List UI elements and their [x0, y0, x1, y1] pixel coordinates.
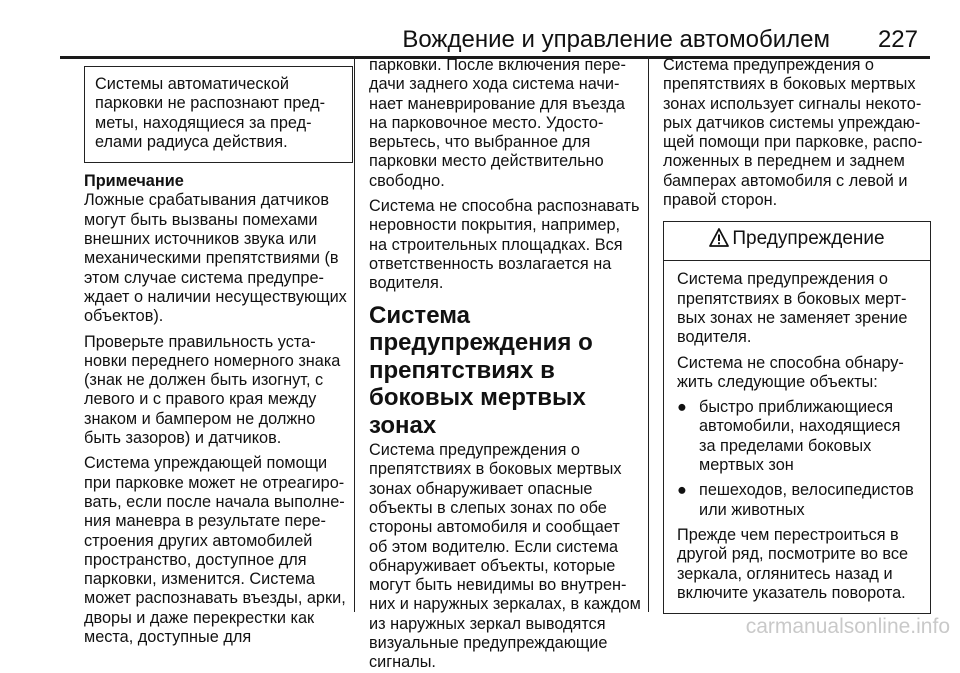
header-title: Вождение и управление автомобилем	[402, 26, 830, 53]
paragraph: Система упреждающей помощи при парковке может не отреагировать, если после начала выполнения маневра в результате перестроения других автомобилей пространство, доступное для парковки, изменится. Система может распознавать въезды, арки, дворы и даже перекрестки как места, доступные для	[84, 454, 346, 647]
paragraph: Прежде чем перестроиться в другой ряд, посмотрите во все зеркала, оглянитесь назад и включите указатель поворота.	[677, 525, 909, 602]
section-heading: Система предупреждения о препятствиях в боковых мертвых зонах	[369, 301, 593, 439]
note-heading: Примечание	[84, 172, 184, 191]
paragraph: Система не способна распознавать неровности покрытия, например, на строительных площадках. Вся ответственность возлагается на водителя.	[369, 197, 640, 293]
paragraph: Система предупреждения о препятствиях в боковых мертвых зонах обнаруживает опасные объекты в слепых зонах по обе стороны автомобиля и сообщает об этом водителю. Если система обнаруживает объекты, которые могут быть невидимы во внутренних и наружных зеркалах, в каждом из наружных зеркал выводятся визуальные предупреждающие сигналы.	[369, 441, 641, 672]
column-1	[73, 56, 353, 647]
paragraph: Система предупреждения о препятствиях в боковых мертвых зонах использует сигналы некоторых датчиков системы упреждающей помощи при парковке, расположенных в переднем и заднем бамперах автомобиля с левой и правой сторон.	[663, 56, 923, 210]
watermark: carmanualsonline.info	[745, 615, 950, 638]
warning-heading: Предупреждение	[732, 228, 885, 250]
warning-triangle-icon	[709, 228, 729, 253]
column-2	[354, 56, 648, 672]
paragraph: Проверьте правильность установки переднего номерного знака (знак не должен быть изогнут, с левого и с правого края между знаком и бампером не должно быть зазоров) и датчиков.	[84, 332, 341, 448]
list-item-text: пешеходов, велосипедистов или животных	[699, 481, 914, 519]
page-header	[60, 0, 930, 59]
warning-header	[664, 222, 930, 261]
warning-box	[663, 221, 931, 614]
paragraph: Система не способна обнаружить следующие объекты:	[677, 353, 904, 391]
bullet-icon: ●	[677, 481, 687, 500]
list-item-text: быстро приближающиеся автомобили, находящиеся за пределами боковых мертвых зон	[699, 398, 901, 475]
note-text: Ложные срабатывания датчиков могут быть вызваны помехами внешних источников звука или механическими препятствиями (в этом случае система предупреждает о наличии несуществующих объектов).	[84, 191, 347, 326]
paragraph: парковки. После включения передачи заднего хода система начинает маневрирование для въезда на парковочное место. Удостоверьтесь, что выбранное для парковки место действительно свободно.	[369, 56, 626, 190]
info-box: Системы автоматической парковки не распознают предметы, находящиеся за пределами радиуса действия.	[84, 66, 353, 163]
page-number: 227	[877, 26, 918, 53]
list-item	[677, 481, 920, 520]
list-item	[677, 398, 920, 475]
bullet-icon: ●	[677, 398, 687, 417]
column-3	[648, 56, 931, 612]
paragraph: Система предупреждения о препятствиях в боковых мертвых зонах не заменяет зрение водителя.	[677, 270, 908, 347]
